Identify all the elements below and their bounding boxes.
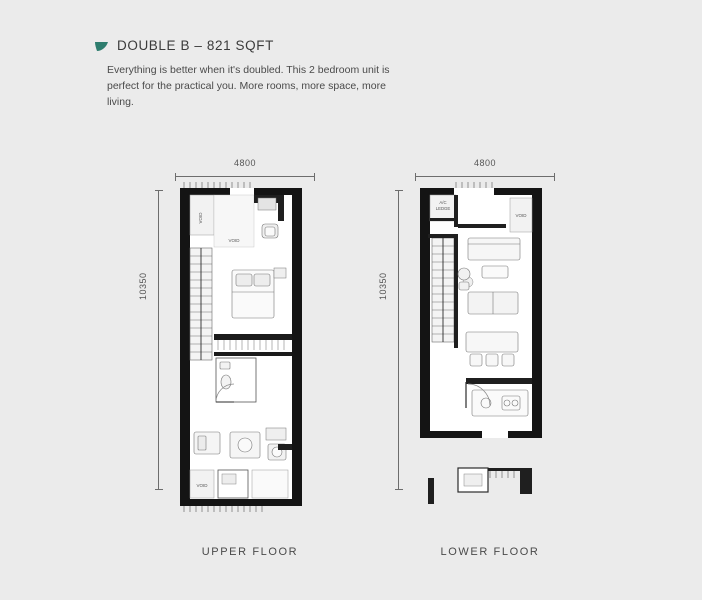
svg-text:VOID: VOID <box>196 483 208 488</box>
lower-floor-label: LOWER FLOOR <box>440 546 540 558</box>
header <box>95 38 525 110</box>
svg-text:A/C: A/C <box>439 200 447 205</box>
upper-floor-drawing <box>170 182 320 517</box>
upper-floor-label: UPPER FLOOR <box>201 546 299 558</box>
upper-width-dimension-line <box>175 176 315 177</box>
upper-width-dimension: 4800 <box>233 158 257 168</box>
svg-text:VOID: VOID <box>198 212 203 224</box>
description-text: Everything is better when it's doubled. This 2 bedroom unit is perfect for the practical you. More rooms, more space, more living. <box>107 64 390 108</box>
svg-text:VOID: VOID <box>515 213 527 218</box>
title-row <box>95 38 525 53</box>
lower-height-dimension: 10350 <box>378 272 388 300</box>
lower-width-dimension-line <box>415 176 555 177</box>
lower-floor-plan <box>370 150 600 570</box>
lower-width-dimension: 4800 <box>473 158 497 168</box>
svg-text:LEDGE: LEDGE <box>435 206 451 211</box>
upper-height-dimension: 10350 <box>138 272 148 300</box>
leaf-icon <box>95 41 111 51</box>
page-title: DOUBLE B – 821 SQFT <box>117 38 274 53</box>
lower-height-dimension-line <box>398 190 399 490</box>
lower-floor-drawing <box>410 182 560 517</box>
upper-floor-plan <box>130 150 360 570</box>
upper-height-dimension-line <box>158 190 159 490</box>
svg-text:VOID: VOID <box>228 238 240 243</box>
